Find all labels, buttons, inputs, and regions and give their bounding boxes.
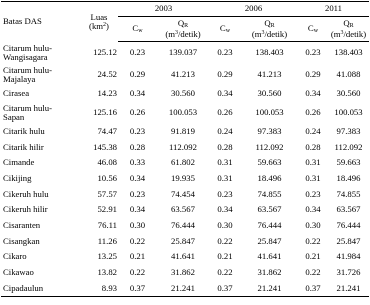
cell-qr-2011: 138.403 xyxy=(334,47,363,58)
das-name-line: Cisaranten xyxy=(3,220,41,231)
das-name-line: Cikijing xyxy=(3,173,32,184)
cell-luas: 57.57 xyxy=(97,188,117,199)
table-body xyxy=(1,42,369,297)
cell-cw-2006: 0.37 xyxy=(209,281,241,297)
cell-das-name xyxy=(1,102,80,124)
cell-luas: 13.82 xyxy=(97,267,117,278)
table-row xyxy=(1,249,369,265)
cell-cw-2011: 0.34 xyxy=(305,88,321,99)
cell-qr-2011: 31.726 xyxy=(336,267,361,278)
cell-cw-2011: 0.34 xyxy=(305,204,321,215)
table-row xyxy=(1,234,369,250)
cell-qr-2011: 25.847 xyxy=(336,235,361,246)
cell-qr-2011: 18.496 xyxy=(336,173,361,184)
cell-das-name xyxy=(1,218,80,234)
das-name-line: Cisangkan xyxy=(3,235,40,246)
cell-cw-2006: 0.34 xyxy=(217,204,233,215)
cell-qr-2006: 63.567 xyxy=(257,204,282,215)
cell-luas: 76.11 xyxy=(97,220,117,231)
cell-luas: 11.26 xyxy=(97,235,117,246)
cell-qr-2011: 100.053 xyxy=(334,107,363,118)
cell-cw-2003: 0.33 xyxy=(129,157,146,168)
das-name-line: Cikawao xyxy=(3,267,34,278)
table-row xyxy=(1,139,369,155)
cell-qr-2006: 112.092 xyxy=(255,141,284,152)
cell-cw-2006: 0.22 xyxy=(217,235,233,246)
cell-das-name xyxy=(1,155,80,171)
cell-qr-2003: 139.037 xyxy=(168,47,198,58)
header-batas-das: Batas DAS xyxy=(1,2,80,42)
cell-luas: 14.23 xyxy=(97,88,117,99)
cell-cw-2006: 0.30 xyxy=(217,220,233,231)
header-cw-2003: Cw xyxy=(118,17,157,42)
table-row xyxy=(1,124,369,140)
cell-luas: 145.38 xyxy=(93,141,117,152)
das-name-line: Cimande xyxy=(3,157,35,168)
cell-cw-2003: 0.22 xyxy=(129,235,146,246)
cell-cw-2011: 0.28 xyxy=(305,141,321,152)
das-name-line: Cikeruh hilir xyxy=(3,204,48,215)
das-name-line: Wangisagara xyxy=(3,51,48,62)
cell-qr-2011: 59.663 xyxy=(336,157,361,168)
header-cw-2011: Cw xyxy=(298,17,328,42)
cell-cw-2011: 0.22 xyxy=(305,235,321,246)
das-name-line: Majalaya xyxy=(3,74,36,84)
cell-qr-2011: 76.444 xyxy=(336,220,361,231)
cell-qr-2006: 59.663 xyxy=(257,157,282,168)
cell-qr-2011: 41.088 xyxy=(336,69,361,80)
cell-qr-2003: 74.454 xyxy=(171,188,195,199)
cell-cw-2006: 0.31 xyxy=(217,157,233,168)
table-row xyxy=(1,281,369,297)
das-name-line: Cipadaulun xyxy=(3,282,44,293)
das-name-line: Cikaro xyxy=(3,251,27,262)
table-row xyxy=(1,42,369,65)
cell-cw-2011: 0.29 xyxy=(305,69,321,80)
cell-cw-2003: 0.34 xyxy=(129,88,146,99)
header-year-2011: 2011 xyxy=(298,2,369,17)
cell-das-name xyxy=(1,265,80,281)
table-header xyxy=(1,2,369,42)
cell-cw-2003: 0.22 xyxy=(129,267,146,278)
cell-cw-2006: 0.21 xyxy=(217,251,233,262)
das-name-line: Citarum hulu- xyxy=(3,102,52,113)
cell-qr-2006: 41.213 xyxy=(257,69,282,80)
das-name-line: Sapan xyxy=(3,111,25,122)
cell-luas: 125.16 xyxy=(93,107,117,118)
cell-qr-2006: 30.560 xyxy=(257,88,282,99)
cell-qr-2011: 21.241 xyxy=(328,281,369,297)
cell-qr-2003: 61.802 xyxy=(171,157,195,168)
cell-cw-2011: 0.21 xyxy=(305,251,321,262)
cell-cw-2003: 0.28 xyxy=(129,141,146,152)
cell-qr-2011: 41.984 xyxy=(336,251,361,262)
header-luas-unit: $(km^2)$ xyxy=(89,20,109,31)
cell-cw-2006: 0.31 xyxy=(217,173,233,184)
cell-cw-2003: 0.26 xyxy=(129,107,146,118)
cell-das-name xyxy=(1,281,80,297)
cell-cw-2006: 0.22 xyxy=(217,267,233,278)
cell-qr-2006: 18.496 xyxy=(257,173,282,184)
cell-qr-2003: 31.862 xyxy=(171,267,195,278)
cell-qr-2006: 76.444 xyxy=(257,220,282,231)
cell-qr-2006: 100.053 xyxy=(255,107,284,118)
cell-luas: 74.47 xyxy=(97,125,117,136)
cell-cw-2006: 0.23 xyxy=(217,188,233,199)
cell-qr-2003: 91.819 xyxy=(171,125,195,136)
cell-cw-2006: 0.24 xyxy=(217,125,233,136)
cell-cw-2003: 0.30 xyxy=(129,220,146,231)
table-row xyxy=(1,102,369,124)
cell-cw-2003: 0.34 xyxy=(129,173,146,184)
cell-qr-2011: 30.560 xyxy=(336,88,361,99)
table-row xyxy=(1,64,369,86)
cell-cw-2003: 0.29 xyxy=(129,69,146,80)
cell-luas: 10.56 xyxy=(97,173,117,184)
cell-cw-2011: 0.30 xyxy=(305,220,321,231)
cell-qr-2006: 25.847 xyxy=(257,235,282,246)
cell-luas: 52.91 xyxy=(97,204,117,215)
cell-cw-2011: 0.37 xyxy=(298,281,328,297)
cell-das-name xyxy=(1,86,80,102)
cell-qr-2011: 63.567 xyxy=(336,204,361,215)
header-qr-2006: QR $(m^3/detik)$ xyxy=(241,17,298,42)
cell-qr-2006: 41.641 xyxy=(257,251,282,262)
cell-cw-2003: 0.34 xyxy=(129,204,146,215)
cell-qr-2003: 112.092 xyxy=(169,141,197,152)
header-qr-2003: QR $(m^3/detik)$ xyxy=(157,17,209,42)
header-luas xyxy=(80,2,118,42)
cell-qr-2003: 19.935 xyxy=(171,173,195,184)
cell-das-name xyxy=(1,124,80,140)
cell-qr-2011: 97.383 xyxy=(336,125,361,136)
cell-luas: 46.08 xyxy=(97,157,117,168)
cell-qr-2003: 76.444 xyxy=(171,220,195,231)
cell-cw-2011: 0.31 xyxy=(305,173,321,184)
das-name-line: Citarum hulu- xyxy=(3,42,52,53)
cell-das-name xyxy=(1,42,80,65)
cell-luas: 8.93 xyxy=(80,281,118,297)
cell-qr-2003: 21.241 xyxy=(157,281,209,297)
cell-das-name xyxy=(1,171,80,187)
das-name-line: Citarik hulu xyxy=(3,125,45,136)
cell-cw-2006: 0.23 xyxy=(217,47,233,58)
cell-qr-2011: 112.092 xyxy=(334,141,363,152)
header-cw-2006: Cw xyxy=(209,17,241,42)
das-name-line: Cikeruh hulu xyxy=(3,188,49,199)
cell-qr-2006: 74.855 xyxy=(257,188,282,199)
table-row xyxy=(1,171,369,187)
cell-cw-2006: 0.26 xyxy=(217,107,233,118)
cell-das-name xyxy=(1,202,80,218)
cell-qr-2003: 41.213 xyxy=(171,69,195,80)
cell-das-name xyxy=(1,249,80,265)
cell-das-name xyxy=(1,64,80,86)
cell-cw-2003: 0.23 xyxy=(129,125,146,136)
cell-cw-2003: 0.37 xyxy=(118,281,157,297)
cell-qr-2006: 21.241 xyxy=(241,281,298,297)
cell-qr-2003: 41.641 xyxy=(171,251,195,262)
table-row xyxy=(1,265,369,281)
cell-qr-2006: 31.862 xyxy=(257,267,282,278)
header-year-2003: 2003 xyxy=(118,2,209,17)
cell-das-name xyxy=(1,139,80,155)
header-qr-2011: QR $(m^3/detik)$ xyxy=(328,17,369,42)
cell-cw-2006: 0.29 xyxy=(217,69,233,80)
cell-cw-2011: 0.24 xyxy=(305,125,321,136)
cell-luas: 24.52 xyxy=(97,69,117,80)
cell-qr-2003: 25.847 xyxy=(171,235,195,246)
cell-qr-2006: 138.403 xyxy=(255,47,284,58)
das-name-line: Citarik hilir xyxy=(3,141,44,152)
cell-cw-2003: 0.23 xyxy=(129,47,146,58)
cell-cw-2003: 0.23 xyxy=(129,188,146,199)
das-name-line: Cirasea xyxy=(3,88,30,99)
table-row xyxy=(1,202,369,218)
cell-cw-2003: 0.21 xyxy=(129,251,146,262)
header-year-2006: 2006 xyxy=(209,2,298,17)
table-row xyxy=(1,155,369,171)
header-luas-label: Luas xyxy=(90,11,108,22)
cell-luas: 13.25 xyxy=(97,251,117,262)
cell-cw-2011: 0.23 xyxy=(305,188,321,199)
cell-das-name xyxy=(1,186,80,202)
cell-qr-2003: 100.053 xyxy=(168,107,198,118)
cell-qr-2003: 30.560 xyxy=(171,88,195,99)
cell-qr-2011: 74.855 xyxy=(336,188,361,199)
cell-qr-2006: 97.383 xyxy=(257,125,282,136)
table-row xyxy=(1,186,369,202)
cell-cw-2006: 0.34 xyxy=(217,88,233,99)
cell-cw-2011: 0.23 xyxy=(305,47,321,58)
cell-das-name xyxy=(1,234,80,250)
cell-qr-2003: 63.567 xyxy=(171,204,195,215)
cell-cw-2011: 0.31 xyxy=(305,157,321,168)
table-row xyxy=(1,218,369,234)
table-row xyxy=(1,86,369,102)
cell-cw-2011: 0.26 xyxy=(305,107,321,118)
das-name-line: Citarum hulu- xyxy=(3,64,52,75)
cell-cw-2011: 0.22 xyxy=(305,267,321,278)
cell-luas: 125.12 xyxy=(93,47,117,58)
das-runoff-table xyxy=(1,1,369,297)
cell-cw-2006: 0.28 xyxy=(217,141,233,152)
